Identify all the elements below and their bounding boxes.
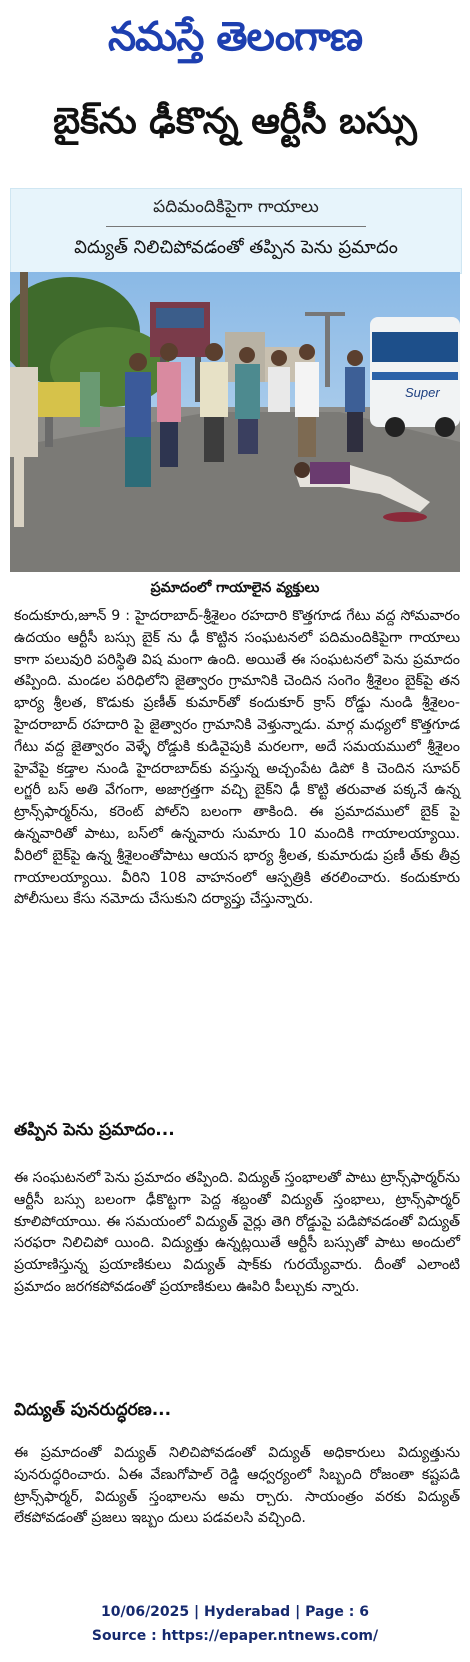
subhead-secondary: విద్యుత్ నిలిచిపోవడంతో తప్పిన పెను ప్రమాదం <box>74 237 398 258</box>
article-paragraph: ఈ సంఘటనలో పెను ప్రమాదం తప్పింది. విద్యుత్ స్తంభాలతో పాటు ట్రాన్స్‌ఫార్మర్‌ను ఆర్టీసీ బస్సు బలంగా ఢీకొట్టగా పెద్ద శబ్దంతో విద్యుత్ స్తంభాలు, ట్రాన్స్‌ఫార్మర్ కూలిపోయాయి. ఈ సమయంలో విద్యుత్ వైర్లు తెగి రోడ్డుపై పడిపోవడంతో విద్యుత్ సరఫరా నిలిచిపో యింది. విద్యుత్తు ఉన్నట్లయితే ఆర్టీసీ బస్సుతో పాటు అందులో ప్రయాణిస్తున్న ప్రయాణికులు విద్యుత్ షాక్‌కు గురయ్యేవారు. దీంతో ఎలాంటి ప్రమాదం జరగకపోవడంతో ప్రయాణికులు ఊపిరి పీల్చుకు న్నారు. <box>14 1170 460 1295</box>
bus-sign: Super <box>405 385 440 400</box>
photo-caption: ప్రమాదంలో గాయాలైన వ్యక్తులు <box>150 580 320 596</box>
subhead-box <box>10 188 462 274</box>
article-paragraph: ఈ ప్రమాదంతో విద్యుత్ నిలిచిపోవడంతో విద్యుత్ అధికారులు విద్యుత్తును పునరుద్ధరించారు. ఏఈ వేణుగోపాల్ రెడ్డి ఆధ్వర్యంలో సిబ్బంది రోజంతా కష్టపడి ట్రాన్స్‌ఫార్మర్, విద్యుత్ స్తంభాలను అమ ర్చారు. సాయంత్రం వరకు విద్యుత్ లేకపోవడంతో ప్రజలు ఇబ్బం దులు పడవలసి వచ్చింది. <box>14 1445 460 1527</box>
section-heading: తప్పిన పెను ప్రమాదం... <box>14 1120 175 1140</box>
article-headline: బైక్‌ను ఢీకొన్న ఆర్టీసీ బస్సు <box>53 101 417 142</box>
footer-date-edition: 10/06/2025 | Hyderabad | Page : 6 <box>100 1604 370 1620</box>
section-heading: విద్యుత్ పునరుద్ధరణ... <box>14 1400 172 1420</box>
newspaper-masthead <box>0 8 470 66</box>
subhead-divider <box>106 226 366 227</box>
accident-photo <box>10 272 460 572</box>
subhead-primary: పదిమందికిపైగా గాయాలు <box>153 197 319 217</box>
article-paragraph: కందుకూరు,జూన్ 9 : హైదరాబాద్-శ్రీశైలం రహదారి కొత్తగూడ గేటు వద్ద సోమవారం ఉదయం ఆర్టీసీ బస్సు బైక్ ను ఢీ కొట్టిన సంఘటనలో పదిమందికిపైగా గాయాలు కాగా పలువురి పరిస్థితి విష మంగా ఉంది. అయితే ఈ సంఘటనలో పెను ప్రమాదం తప్పింది. మండల పరిధిలోని జైత్వారం గ్రామానికి చెందిన సంగెం శ్రీశైలం బైక్‌పై తన భార్య శ్రీలత, కొడుకు ప్రణీత్ కుమార్‌తో కందుకూర్ క్రాస్ రోడ్డు నుండి శ్రీశైలం-హైదరాబాద్ రహదారి పై జైత్వారం గ్రామానికి వెళ్తున్నాడు. మార్గ మధ్యలో కొత్తగూడ గేటు వద్ద జైత్వారం వెళ్ళే రోడ్డుకి కుడివైపుకి మరలగా, అదే సమయములో శ్రీశైలం హైవేపై కడ్తాల నుండి హైదరాబాద్‌కు వస్తున్న అచ్చంపేట డిపో కి చెందిన సూపర్ లగ్జరీ బస్ అతి వేగంగా, అజాగ్రత్తగా వచ్చి బైక్‌ని ఢీ కొట్టి తరువాత పక్కనే ఉన్న ట్రాన్స్‌ఫార్మర్‌ను, కరెంట్ పోల్‌ని బలంగా తాకింది. ఈ ప్రమాదములో బైక్ పై ఉన్నవారితో పాటు, బస్‌లో ఉన్నవారు సుమారు 10 మందికి గాయాలయ్యాయి. వీరిలో బైక్‌పై ఉన్న శ్రీశైలంతోపాటు ఆయన భార్య శ్రీలత, కుమారుడు ప్రణీ త్‌కు తీవ్ర గాయాలయ్యాయి. వీరిని 108 వాహనంలో ఆస్పత్రికి తరలించారు. కందుకూరు పోలీసులు కేసు నమోదు చేసుకుని దర్యాప్తు చేస్తున్నారు. <box>14 608 460 908</box>
masthead-title: నమస్తే తెలంగాణ <box>107 13 363 60</box>
footer-source: Source : https://epaper.ntnews.com/ <box>91 1628 379 1644</box>
